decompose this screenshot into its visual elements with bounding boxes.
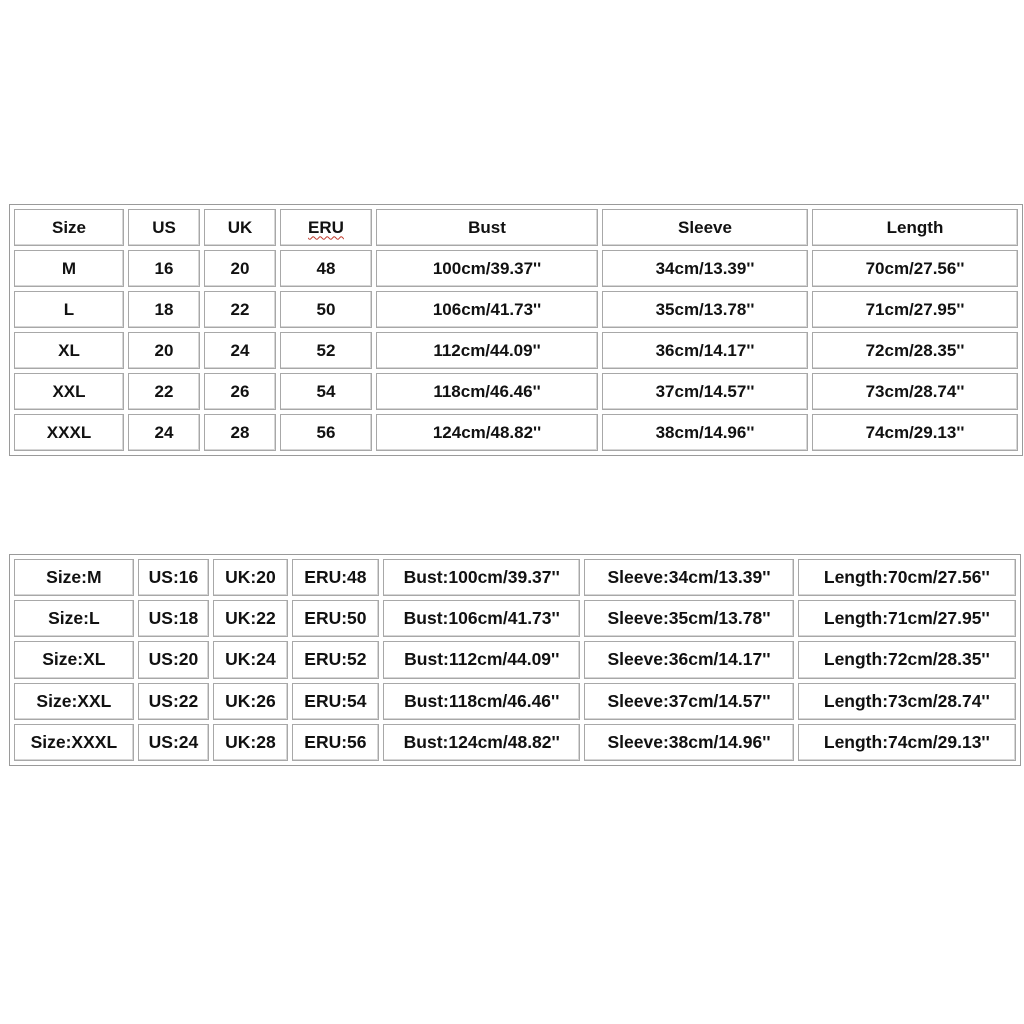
cell-size: XL — [14, 332, 124, 369]
cell-uk: 26 — [204, 373, 276, 410]
cell-us: US:20 — [138, 641, 209, 678]
size-chart-table — [9, 204, 1023, 456]
cell-length: Length:73cm/28.74'' — [798, 683, 1016, 720]
cell-us: US:24 — [138, 724, 209, 761]
header-bust: Bust — [376, 209, 598, 246]
cell-bust: 118cm/46.46'' — [376, 373, 598, 410]
cell-sleeve: 35cm/13.78'' — [602, 291, 808, 328]
cell-sleeve: Sleeve:38cm/14.96'' — [584, 724, 793, 761]
cell-eru: 54 — [280, 373, 372, 410]
cell-eru: 56 — [280, 414, 372, 451]
cell-uk: 20 — [204, 250, 276, 287]
cell-length: Length:71cm/27.95'' — [798, 600, 1016, 637]
cell-eru: 48 — [280, 250, 372, 287]
cell-bust: 112cm/44.09'' — [376, 332, 598, 369]
cell-us: US:18 — [138, 600, 209, 637]
cell-eru: 52 — [280, 332, 372, 369]
cell-us: US:22 — [138, 683, 209, 720]
cell-eru: ERU:52 — [292, 641, 380, 678]
cell-bust: 124cm/48.82'' — [376, 414, 598, 451]
cell-size: Size:XL — [14, 641, 134, 678]
cell-size: XXL — [14, 373, 124, 410]
cell-length: Length:74cm/29.13'' — [798, 724, 1016, 761]
cell-us: 16 — [128, 250, 200, 287]
table-row — [14, 559, 1016, 596]
table-row — [14, 373, 1018, 410]
cell-size: XXXL — [14, 414, 124, 451]
cell-sleeve: Sleeve:37cm/14.57'' — [584, 683, 793, 720]
table-row — [14, 641, 1016, 678]
header-uk: UK — [204, 209, 276, 246]
cell-sleeve: 37cm/14.57'' — [602, 373, 808, 410]
cell-uk: UK:22 — [213, 600, 287, 637]
cell-us: 18 — [128, 291, 200, 328]
cell-bust: Bust:100cm/39.37'' — [383, 559, 580, 596]
cell-us: 24 — [128, 414, 200, 451]
cell-sleeve: 34cm/13.39'' — [602, 250, 808, 287]
cell-us: 22 — [128, 373, 200, 410]
table-row — [14, 250, 1018, 287]
cell-uk: UK:28 — [213, 724, 287, 761]
table-row — [14, 683, 1016, 720]
header-us: US — [128, 209, 200, 246]
cell-sleeve: 38cm/14.96'' — [602, 414, 808, 451]
cell-eru: 50 — [280, 291, 372, 328]
cell-eru: ERU:50 — [292, 600, 380, 637]
cell-length: Length:72cm/28.35'' — [798, 641, 1016, 678]
cell-us: 20 — [128, 332, 200, 369]
table-row — [14, 600, 1016, 637]
size-chart-labeled-table — [9, 554, 1021, 766]
header-size: Size — [14, 209, 124, 246]
cell-eru: ERU:54 — [292, 683, 380, 720]
cell-uk: 22 — [204, 291, 276, 328]
header-eru — [280, 209, 372, 246]
cell-length: 70cm/27.56'' — [812, 250, 1018, 287]
table-row — [14, 332, 1018, 369]
cell-uk: UK:26 — [213, 683, 287, 720]
cell-size: L — [14, 291, 124, 328]
cell-bust: Bust:106cm/41.73'' — [383, 600, 580, 637]
cell-sleeve: Sleeve:35cm/13.78'' — [584, 600, 793, 637]
cell-size: Size:L — [14, 600, 134, 637]
table-row — [14, 291, 1018, 328]
table-row — [14, 414, 1018, 451]
cell-bust: Bust:124cm/48.82'' — [383, 724, 580, 761]
header-sleeve: Sleeve — [602, 209, 808, 246]
cell-bust: 106cm/41.73'' — [376, 291, 598, 328]
cell-bust: 100cm/39.37'' — [376, 250, 598, 287]
cell-sleeve: Sleeve:34cm/13.39'' — [584, 559, 793, 596]
cell-size: Size:XXL — [14, 683, 134, 720]
header-eru-label: ERU — [308, 217, 344, 237]
cell-uk: 28 — [204, 414, 276, 451]
cell-length: 71cm/27.95'' — [812, 291, 1018, 328]
cell-sleeve: 36cm/14.17'' — [602, 332, 808, 369]
cell-length: 73cm/28.74'' — [812, 373, 1018, 410]
cell-eru: ERU:56 — [292, 724, 380, 761]
cell-length: 74cm/29.13'' — [812, 414, 1018, 451]
cell-uk: 24 — [204, 332, 276, 369]
header-length: Length — [812, 209, 1018, 246]
table-row — [14, 724, 1016, 761]
cell-eru: ERU:48 — [292, 559, 380, 596]
cell-uk: UK:20 — [213, 559, 287, 596]
cell-size: Size:M — [14, 559, 134, 596]
cell-bust: Bust:118cm/46.46'' — [383, 683, 580, 720]
cell-bust: Bust:112cm/44.09'' — [383, 641, 580, 678]
cell-sleeve: Sleeve:36cm/14.17'' — [584, 641, 793, 678]
cell-length: 72cm/28.35'' — [812, 332, 1018, 369]
table-header-row — [14, 209, 1018, 246]
cell-us: US:16 — [138, 559, 209, 596]
cell-uk: UK:24 — [213, 641, 287, 678]
cell-length: Length:70cm/27.56'' — [798, 559, 1016, 596]
cell-size: M — [14, 250, 124, 287]
cell-size: Size:XXXL — [14, 724, 134, 761]
